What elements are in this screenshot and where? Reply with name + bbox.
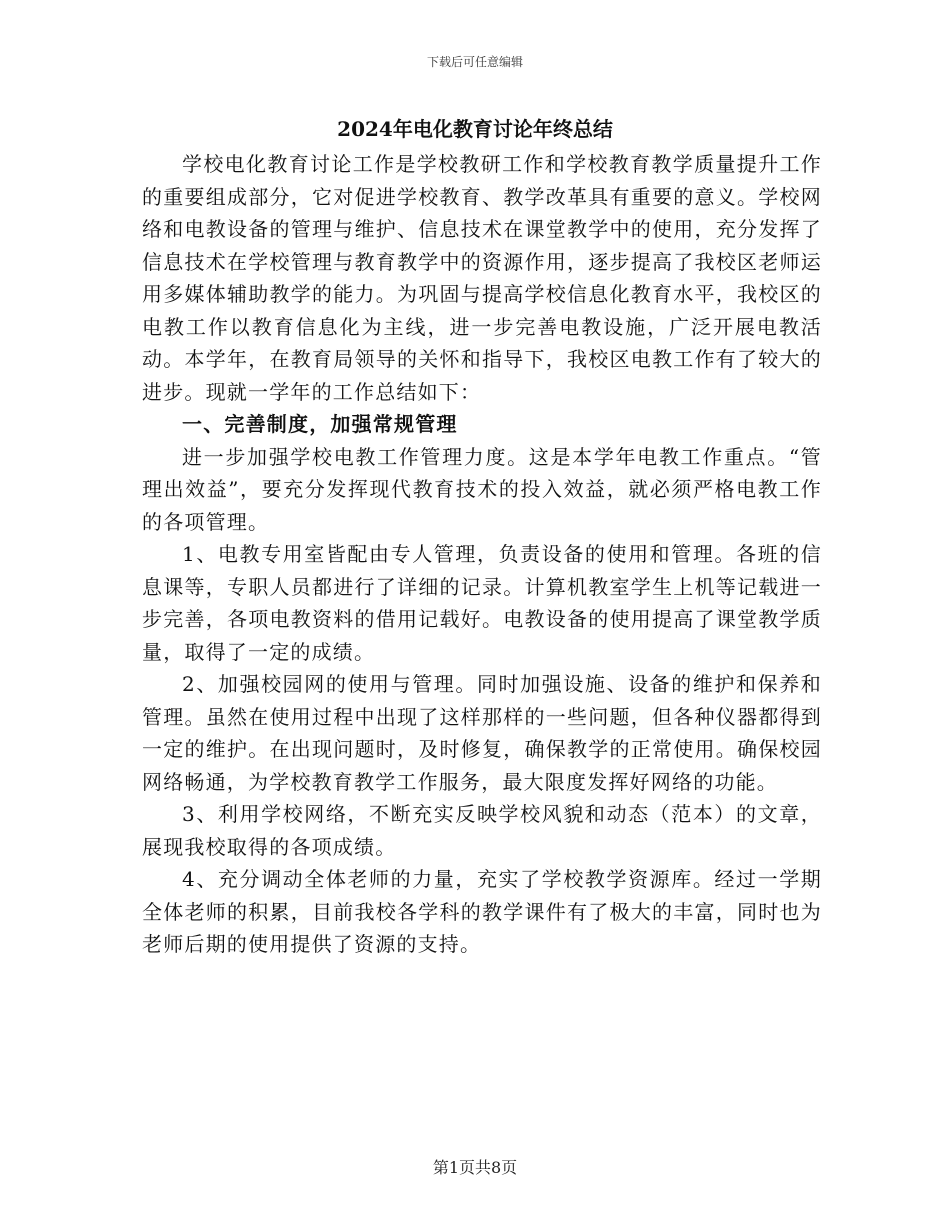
item-2-paragraph: 2、加强校园网的使用与管理。同时加强设施、设备的维护和保养和管理。虽然在使用过程中出现了这样那样的一些问题，但各种仪器都得到一定的维护。在出现问题时，及时修复，确保教学的正常使用。确保校园网络畅通，为学校教育教学工作服务，最大限度发挥好网络的功能。 bbox=[142, 672, 822, 794]
section-heading: 一、完善制度，加强常规管理 bbox=[182, 412, 458, 436]
section-intro-paragraph: 进一步加强学校电教工作管理力度。这是本学年电教工作重点。“管理出效益”，要充分发挥现代教育技术的投入效益，就必须严格电教工作的各项管理。 bbox=[142, 444, 822, 534]
page-header-note: 下载后可任意编辑 bbox=[426, 55, 523, 69]
item-3-paragraph: 3、利用学校网络，不断充实反映学校风貌和动态（范本）的文章，展现我校取得的各项成绩。 bbox=[142, 802, 822, 859]
item-4-paragraph: 4、充分调动全体老师的力量，充实了学校教学资源库。经过一学期全体老师的积累，目前我校各学科的教学课件有了极大的丰富，同时也为老师后期的使用提供了资源的支持。 bbox=[142, 867, 822, 956]
page-number: 第1页共8页 bbox=[432, 1158, 518, 1177]
intro-paragraph: 学校电化教育讨论工作是学校教研工作和学校教育教学质量提升工作的重要组成部分，它对促进学校教育、教学改革具有重要的意义。学校网络和电教设备的管理与维护、信息技术在课堂教学中的使用，充分发挥了信息技术在学校管理与教育教学中的资源作用，逐步提高了我校区老师运用多媒体辅助教学的能力。为巩固与提高学校信息化教育水平，我校区的电教工作以教育信息化为主线，进一步完善电教设施，广泛开展电教活动。本学年，在教育局领导的关怀和指导下，我校区电教工作有了较大的进步。现就一学年的工作总结如下： bbox=[142, 152, 822, 404]
document-title: 2024年电化教育讨论年终总结 bbox=[337, 117, 613, 141]
document-body bbox=[142, 148, 822, 961]
item-1-paragraph: 1、电教专用室皆配由专人管理，负责设备的使用和管理。各班的信息课等，专职人员都进行了详细的记录。计算机教室学生上机等记载进一步完善，各项电教资料的借用记载好。电教设备的使用提高了课堂教学质量，取得了一定的成绩。 bbox=[142, 542, 822, 664]
